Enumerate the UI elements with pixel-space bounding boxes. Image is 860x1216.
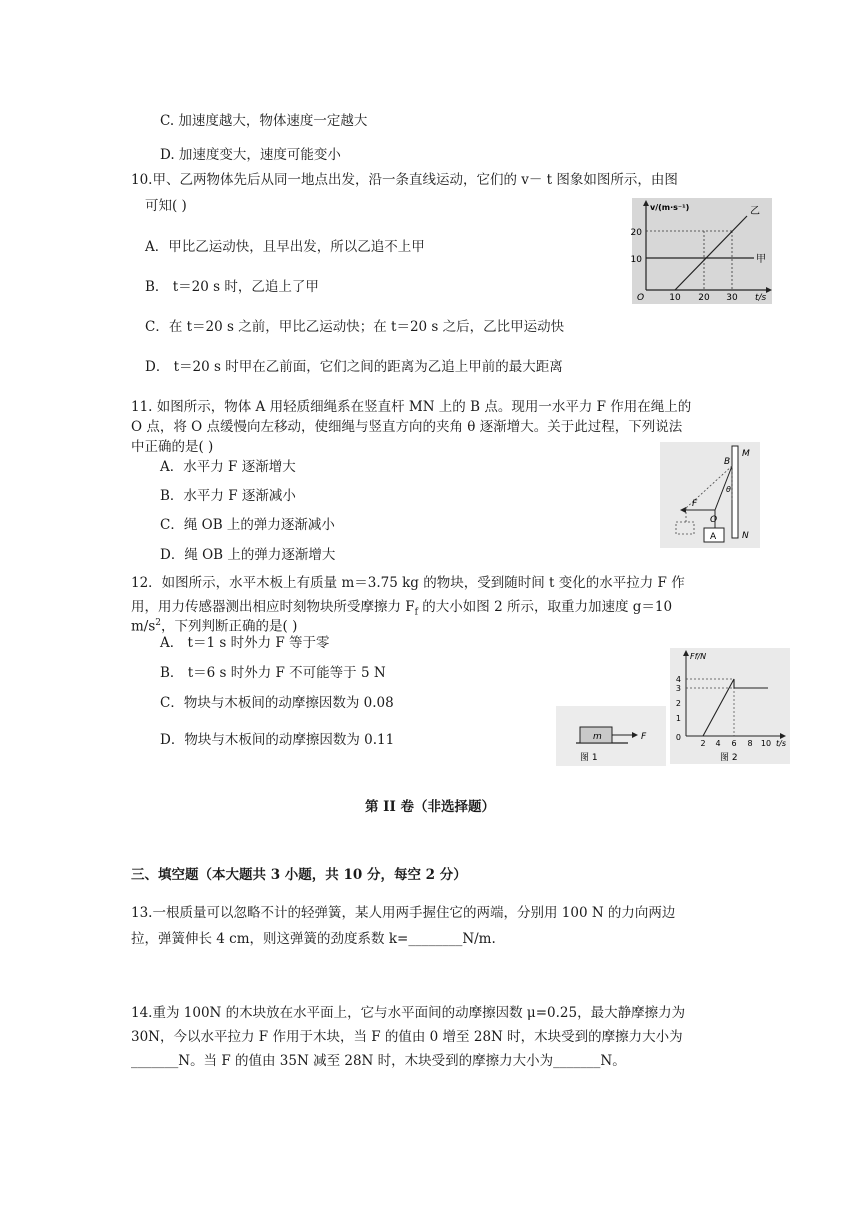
q12-stem-line3-a: m/s: [131, 618, 156, 635]
q10-xtick-30: 30: [726, 293, 738, 303]
q12-option-a: A． t＝1 s 时外力 F 等于零: [160, 635, 330, 651]
q10-xtick-20: 20: [698, 293, 710, 303]
q10-stem-line2: 可知( ): [145, 198, 187, 214]
q13-line1: 13.一根质量可以忽略不计的轻弹簧，某人用两手握住它的两端，分别用 100 N 的力向两边: [131, 905, 676, 921]
q12-fig2-xtick-8: 8: [747, 739, 753, 748]
q12-option-d: D．物块与木板间的动摩擦因数为 0.11: [160, 732, 395, 748]
q11-option-b: B．水平力 F 逐渐减小: [160, 488, 296, 504]
part3-title: 三、填空题（本大题共 3 小题，共 10 分，每空 2 分）: [131, 867, 467, 883]
q10-ytick-20: 20: [630, 228, 642, 238]
q11-label-b: B: [724, 457, 731, 467]
q12-fig2-caption: 图 2: [720, 753, 738, 763]
q10-option-b: B． t＝20 s 时，乙追上了甲: [145, 279, 319, 295]
q12-fig2-ytick-2: 2: [675, 699, 681, 708]
q14-line3: _______N。当 F 的值由 35N 减至 28N 时，木块受到的摩擦力大小为_______N。: [131, 1053, 626, 1069]
q11-option-a: A．水平力 F 逐渐增大: [160, 459, 296, 475]
q11-stem-line3: 中正确的是( ): [131, 439, 214, 455]
q11-label-a: A: [710, 532, 717, 542]
q12-figure2: [670, 648, 790, 764]
q10-label-jia: 甲: [756, 254, 766, 265]
q12-fig2-xtick-10: 10: [760, 739, 772, 748]
q12-figure1: [556, 706, 666, 766]
q9-option-d: D. 加速度变大，速度可能变小: [160, 147, 341, 163]
q10-label-yi: 乙: [750, 206, 760, 217]
q11-label-o: O: [710, 515, 718, 525]
q10-vt-graph: [632, 198, 772, 304]
q12-fig2-background: [670, 648, 790, 764]
q12-fig2-xtick-4: 4: [715, 739, 721, 748]
q12-stem-line1: 12．如图所示，水平木板上有质量 m＝3.75 kg 的物块，受到随时间 t 变化的水平拉力 F 作: [131, 575, 685, 591]
q11-label-theta: θ: [726, 485, 731, 494]
q12-fig1-label-f: F: [641, 732, 647, 742]
q14-line2: 30N，今以水平拉力 F 作用于木块，当 F 的值由 0 增至 28N 时，木块受到的摩擦力大小为: [131, 1029, 683, 1045]
q14-line1: 14.重为 100N 的木块放在水平面上，它与水平面间的动摩擦因数 μ=0.25，最大静摩擦力为: [131, 1005, 686, 1021]
q12-stem-sup-2: 2: [155, 618, 162, 628]
q10-ylabel: v/(m·s⁻¹): [650, 203, 690, 212]
q12-fig1-label-m: m: [593, 732, 602, 742]
q12-option-c: C．物块与木板间的动摩擦因数为 0.08: [160, 695, 394, 711]
q9-option-c: C. 加速度越大，物体速度一定越大: [160, 113, 368, 129]
q11-label-f: F: [692, 499, 698, 509]
q12-fig2-xlabel: t/s: [776, 739, 786, 748]
q10-option-a: A．甲比乙运动快，且早出发，所以乙追不上甲: [145, 239, 425, 255]
q11-rope-figure: [660, 442, 760, 548]
q12-stem-line3-b: ，下列判断正确的是( ): [161, 618, 298, 635]
q12-stem-line3: [131, 614, 297, 636]
q12-fig2-xtick-2: 2: [700, 739, 706, 748]
q12-fig2-xtick-0: 0: [675, 733, 681, 742]
q13-line2: 拉，弹簧伸长 4 cm，则这弹簧的劲度系数 k=________N/m.: [131, 931, 496, 947]
q12-stem-line2-a: 用，用力传感器测出相应时刻物块所受摩擦力 F: [131, 599, 415, 615]
q10-stem-line1: 10.甲、乙两物体先后从同一地点出发，沿一条直线运动，它们的 v－ t 图象如图所示，由图: [131, 172, 678, 188]
q12-fig2-ytick-3: 3: [675, 684, 681, 693]
q12-fig2-ytick-4: 4: [675, 675, 681, 684]
q12-fig2-ytick-1: 1: [675, 714, 681, 723]
q11-option-c: C．绳 OB 上的弹力逐渐减小: [160, 517, 335, 533]
q12-fig1-caption: 图 1: [580, 753, 598, 763]
q12-fig2-xtick-6: 6: [731, 739, 737, 748]
q10-option-d: D． t＝20 s 时甲在乙前面，它们之间的距离为乙追上甲前的最大距离: [145, 359, 563, 375]
q10-xlabel: t/s: [755, 293, 767, 303]
q10-ytick-10: 10: [630, 255, 642, 265]
q11-label-n: N: [742, 531, 749, 541]
q11-stem-line1: 11. 如图所示，物体 A 用轻质细绳系在竖直杆 MN 上的 B 点。现用一水平力 F 作用在绳上的: [131, 399, 692, 415]
q10-option-c: C．在 t＝20 s 之前，甲比乙运动快；在 t＝20 s 之后，乙比甲运动快: [145, 319, 565, 335]
q11-pole-mn: [732, 446, 738, 538]
q11-option-d: D．绳 OB 上的弹力逐渐增大: [160, 547, 336, 563]
q12-stem-sub-f: f: [414, 607, 419, 618]
q10-xtick-10: 10: [669, 293, 681, 303]
q10-origin: O: [637, 293, 645, 303]
q12-fig2-ylabel: Ff/N: [690, 652, 707, 661]
q12-stem-line2-b: 的大小如图 2 所示，取重力加速度 g＝10: [418, 599, 673, 615]
q11-label-m: M: [742, 449, 750, 459]
q11-stem-line2: O 点，将 O 点缓慢向左移动，使细绳与竖直方向的夹角 θ 逐渐增大。关于此过程，下列说法: [131, 419, 683, 435]
q12-option-b: B． t＝6 s 时外力 F 不可能等于 5 N: [160, 665, 386, 681]
section-title: 第 II 卷（非选择题）: [364, 799, 496, 815]
